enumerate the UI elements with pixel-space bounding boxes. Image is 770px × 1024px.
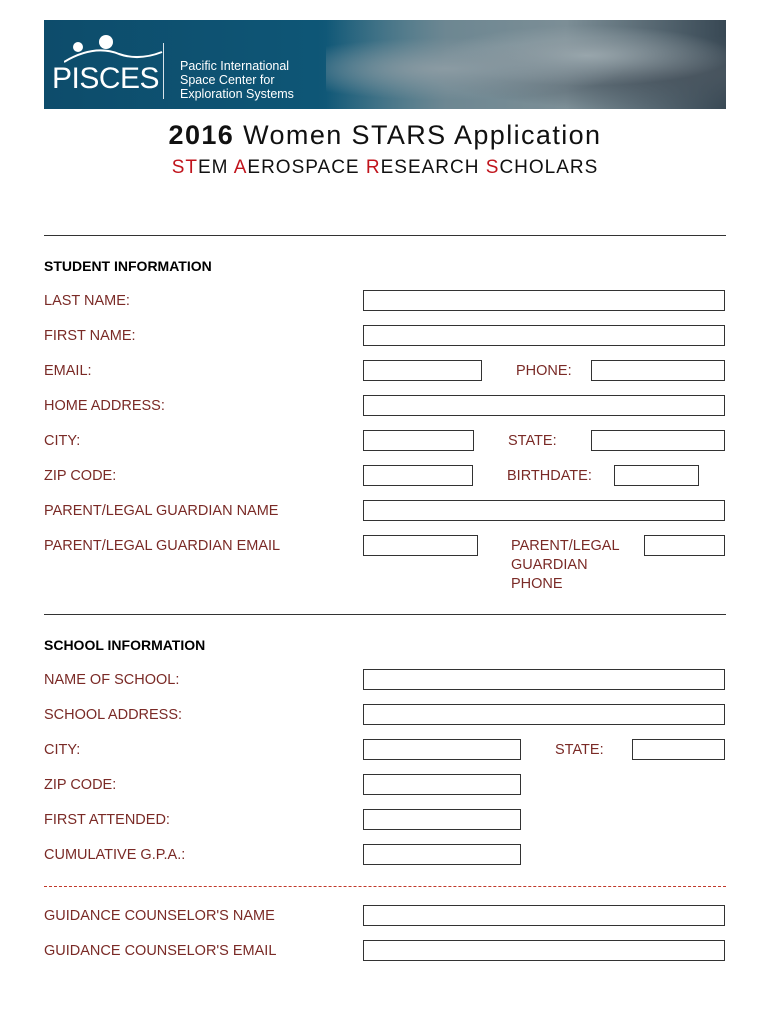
counselor-name-field[interactable]	[363, 905, 725, 926]
section-heading-school: SCHOOL INFORMATION	[44, 637, 206, 653]
guardian-phone-field[interactable]	[644, 535, 725, 556]
label-phone: PHONE:	[516, 363, 572, 379]
label-guardian-phone	[511, 537, 620, 594]
subtitle-letters-st: ST	[171, 157, 198, 178]
label-zip-code: ZIP CODE:	[44, 468, 117, 484]
phone-field[interactable]	[591, 360, 725, 381]
counselor-email-field[interactable]	[363, 940, 725, 961]
title-year: 2016	[168, 120, 235, 150]
school-name-field[interactable]	[363, 669, 725, 690]
label-counselor-name: GUIDANCE COUNSELOR'S NAME	[44, 908, 275, 924]
label-last-name: LAST NAME:	[44, 293, 130, 309]
label-city: CITY:	[44, 433, 81, 449]
label-gpa: CUMULATIVE G.P.A.:	[44, 847, 186, 863]
label-first-name: FIRST NAME:	[44, 328, 136, 344]
label-school-name: NAME OF SCHOOL:	[44, 672, 180, 688]
label-first-attended: FIRST ATTENDED:	[44, 812, 170, 828]
school-address-field[interactable]	[363, 704, 725, 725]
school-state-field[interactable]	[632, 739, 725, 760]
school-city-field[interactable]	[363, 739, 521, 760]
label-school-city: CITY:	[44, 742, 81, 758]
zip-code-field[interactable]	[363, 465, 473, 486]
birthdate-field[interactable]	[614, 465, 699, 486]
divider-middle	[44, 614, 726, 615]
last-name-field[interactable]	[363, 290, 725, 311]
dashed-divider	[44, 886, 726, 887]
subtitle-letter-r: R	[365, 157, 381, 178]
logo-divider	[163, 43, 164, 99]
label-school-zip: ZIP CODE:	[44, 777, 117, 793]
org-name-line2: Space Center for	[180, 73, 275, 87]
label-birthdate: BIRTHDATE:	[507, 468, 592, 484]
subtitle-word-erospace: EROSPACE	[247, 157, 366, 178]
gpa-field[interactable]	[363, 844, 521, 865]
label-state: STATE:	[508, 433, 557, 449]
org-name-line3: Exploration Systems	[180, 87, 294, 101]
city-field[interactable]	[363, 430, 474, 451]
label-guardian-phone-line1: PARENT/LEGAL	[511, 538, 620, 554]
section-heading-student: STUDENT INFORMATION	[44, 258, 212, 274]
email-field[interactable]	[363, 360, 482, 381]
org-name-line1: Pacific International	[180, 59, 290, 73]
subtitle-letter-s: S	[485, 157, 500, 178]
subtitle-word-esearch: ESEARCH	[380, 157, 486, 178]
banner-photo	[326, 20, 726, 109]
guardian-email-field[interactable]	[363, 535, 478, 556]
page-title	[0, 120, 770, 151]
label-guardian-name: PARENT/LEGAL GUARDIAN NAME	[44, 503, 279, 519]
label-guardian-email: PARENT/LEGAL GUARDIAN EMAIL	[44, 538, 281, 554]
label-home-address: HOME ADDRESS:	[44, 398, 165, 414]
first-name-field[interactable]	[363, 325, 725, 346]
home-address-field[interactable]	[363, 395, 725, 416]
label-email: EMAIL:	[44, 363, 92, 379]
label-guardian-phone-line2: GUARDIAN	[511, 557, 588, 573]
subtitle-letter-a: A	[233, 157, 248, 178]
label-school-state: STATE:	[555, 742, 604, 758]
page-subtitle	[0, 157, 770, 179]
label-counselor-email: GUIDANCE COUNSELOR'S EMAIL	[44, 943, 277, 959]
school-zip-field[interactable]	[363, 774, 521, 795]
guardian-name-field[interactable]	[363, 500, 725, 521]
divider-top	[44, 235, 726, 236]
subtitle-word-em: EM	[197, 157, 234, 178]
title-text: Women STARS Application	[243, 120, 602, 150]
state-field[interactable]	[591, 430, 725, 451]
label-school-address: SCHOOL ADDRESS:	[44, 707, 183, 723]
first-attended-field[interactable]	[363, 809, 521, 830]
label-guardian-phone-line3: PHONE	[511, 576, 563, 592]
subtitle-word-cholars: CHOLARS	[499, 157, 599, 178]
pisces-logo-text: PISCES	[52, 62, 160, 95]
